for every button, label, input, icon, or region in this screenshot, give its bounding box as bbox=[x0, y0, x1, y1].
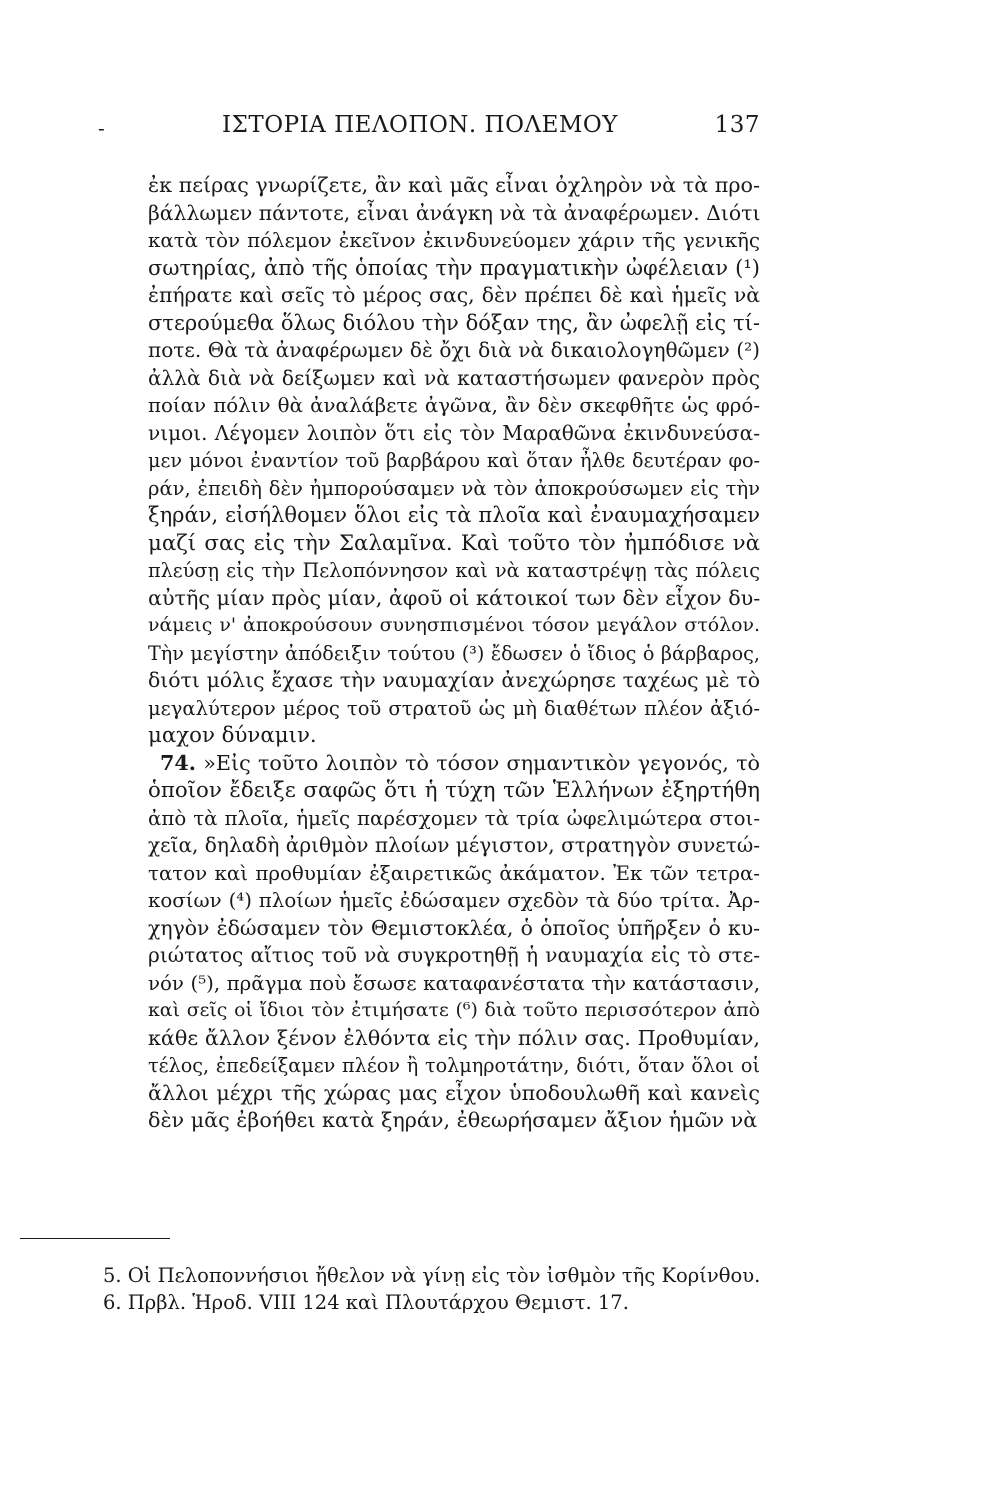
text-line: κάθε ἄλλον ξένον ἐλθόντα εἰς τὴν πόλιν σας. Προθυμίαν, bbox=[148, 1025, 760, 1050]
text-line: ποτε. Θὰ τὰ ἀναφέρωμεν δὲ ὄχι διὰ νὰ δικαιολογηθῶμεν (²) bbox=[148, 338, 760, 362]
text-line: μεγαλύτερον μέρος τοῦ στρατοῦ ὡς μὴ διαθέτων πλέον ἀξιό- bbox=[148, 696, 760, 720]
footnote: 5. Οἱ Πελοποννήσιοι ἤθελον νὰ γίνῃ εἰς τὸν ἰσθμὸν τῆς Κορίνθου. bbox=[103, 1264, 761, 1287]
text-line bbox=[148, 750, 760, 778]
text-line: κοσίων (⁴) πλοίων ἡμεῖς ἐδώσαμεν σχεδὸν τὰ δύο τρίτα. Ἀρ- bbox=[148, 889, 760, 912]
text-line: δὲν μᾶς ἐβοήθει κατὰ ξηράν, ἐθεωρήσαμεν ἄξιον ἡμῶν νὰ bbox=[148, 1108, 758, 1132]
text-line: μαχον δύναμιν. bbox=[148, 723, 317, 748]
footnote-rule bbox=[20, 1238, 170, 1239]
text-line: ἄλλοι μέχρι τῆς χώρας μας εἶχον ὑποδουλωθῆ καὶ κανεὶς bbox=[148, 1080, 760, 1105]
text-line: νόν (⁵), πρᾶγμα ποὺ ἔσωσε καταφανέστατα τὴν κατάστασιν, bbox=[148, 971, 760, 995]
section-text: »Εἰς τοῦτο λοιπὸν τὸ τόσον σημαντικὸν γεγονός, τὸ bbox=[203, 750, 761, 775]
running-title: ΙΣΤΟΡΙΑ ΠΕΛΟΠΟΝ. ΠΟΛΕΜΟΥ bbox=[222, 112, 618, 138]
running-header bbox=[100, 112, 760, 148]
page-number: 137 bbox=[714, 112, 760, 138]
text-line: στερούμεθα ὅλως διόλου τὴν δόξαν της, ἂν ὠφελῇ εἰς τί- bbox=[148, 310, 760, 335]
text-line: Τὴν μεγίστην ἀπόδειξιν τούτου (³) ἔδωσεν ὁ ἴδιος ὁ βάρβαρος, bbox=[148, 641, 760, 665]
text-line: τέλος, ἐπεδείξαμεν πλέον ἢ τολμηροτάτην, διότι, ὅταν ὅλοι οἱ bbox=[148, 1054, 760, 1077]
text-line: ξηράν, εἰσήλθομεν ὅλοι εἰς τὰ πλοῖα καὶ ἐναυμαχήσαμεν bbox=[148, 503, 760, 527]
text-line: ποίαν πόλιν θὰ ἀναλάβετε ἀγῶνα, ἂν δὲν σκεφθῆτε ὡς φρό- bbox=[148, 394, 760, 417]
text-line: τατον καὶ προθυμίαν ἐξαιρετικῶς ἀκάματον. Ἐκ τῶν τετρα- bbox=[148, 861, 760, 885]
text-line: κατὰ τὸν πόλεμον ἐκεῖνον ἐκινδυνεύομεν χάριν τῆς γενικῆς bbox=[148, 229, 760, 252]
text-line: χεῖα, δηλαδὴ ἀριθμὸν πλοίων μέγιστον, στρατηγὸν συνετώ- bbox=[148, 833, 760, 857]
text-line: χηγὸν ἐδώσαμεν τὸν Θεμιστοκλέα, ὁ ὁποῖος ὑπῆρξεν ὁ κυ- bbox=[148, 915, 760, 940]
header-dash: - bbox=[98, 116, 106, 140]
text-line: ἐπήρατε καὶ σεῖς τὸ μέρος σας, δὲν πρέπει δὲ καὶ ἡμεῖς νὰ bbox=[148, 283, 760, 307]
text-line: ἀλλὰ διὰ νὰ δείξωμεν καὶ νὰ καταστήσωμεν φανερὸν πρὸς bbox=[148, 365, 760, 390]
text-line: πλεύσῃ εἰς τὴν Πελοπόννησον καὶ νὰ καταστρέψῃ τὰς πόλεις bbox=[148, 559, 760, 582]
text-line: καὶ σεῖς οἱ ἴδιοι τὸν ἐτιμήσατε (⁶) διὰ τοῦτο περισσότερον ἀπὸ bbox=[148, 999, 760, 1021]
text-line: νιμοι. Λέγομεν λοιπὸν ὅτι εἰς τὸν Μαραθῶνα ἐκινδυνεύσα- bbox=[148, 420, 760, 445]
text-line: ὁποῖον ἔδειξε σαφῶς ὅτι ἡ τύχη τῶν Ἑλλήνων ἐξηρτήθη bbox=[148, 778, 760, 803]
section-number: 74. bbox=[160, 750, 196, 775]
text-line: σωτηρίας, ἀπὸ τῆς ὁποίας τὴν πραγματικὴν ὠφέλειαν (¹) bbox=[148, 255, 760, 280]
footnote: 6. Πρβλ. Ἡροδ. VIII 124 καὶ Πλουτάρχου Θεμιστ. 17. bbox=[103, 1291, 629, 1314]
body-text bbox=[148, 172, 760, 1135]
text-line: ἀπὸ τὰ πλοῖα, ἡμεῖς παρέσχομεν τὰ τρία ὠφελιμώτερα στοι- bbox=[148, 806, 760, 830]
text-line: βάλλωμεν πάντοτε, εἶναι ἀνάγκη νὰ τὰ ἀναφέρωμεν. Διότι bbox=[148, 200, 761, 225]
text-line: νάμεις ν' ἀποκρούσουν συνησπισμένοι τόσον μεγάλον στόλον. bbox=[148, 614, 760, 636]
text-line: μεν μόνοι ἐναντίον τοῦ βαρβάρου καὶ ὅταν ἦλθε δευτέραν φο- bbox=[148, 449, 760, 472]
footnotes bbox=[103, 1262, 763, 1316]
text-line: ἐκ πείρας γνωρίζετε, ἂν καὶ μᾶς εἶναι ὀχληρὸν νὰ τὰ προ- bbox=[148, 173, 760, 197]
text-line: ράν, ἐπειδὴ δὲν ἠμπορούσαμεν νὰ τὸν ἀποκρούσωμεν εἰς τὴν bbox=[148, 476, 760, 500]
text-line: μαζί σας εἰς τὴν Σαλαμῖνα. Καὶ τοῦτο τὸν ἠμπόδισε νὰ bbox=[148, 530, 760, 556]
text-line: διότι μόλις ἔχασε τὴν ναυμαχίαν ἀνεχώρησε ταχέως μὲ τὸ bbox=[148, 668, 760, 692]
text-line: αὐτῆς μίαν πρὸς μίαν, ἀφοῦ οἱ κάτοικοί των δὲν εἶχον δυ- bbox=[148, 585, 761, 610]
text-line: ριώτατος αἴτιος τοῦ νὰ συγκροτηθῇ ἡ ναυμαχία εἰς τὸ στε- bbox=[148, 943, 760, 967]
